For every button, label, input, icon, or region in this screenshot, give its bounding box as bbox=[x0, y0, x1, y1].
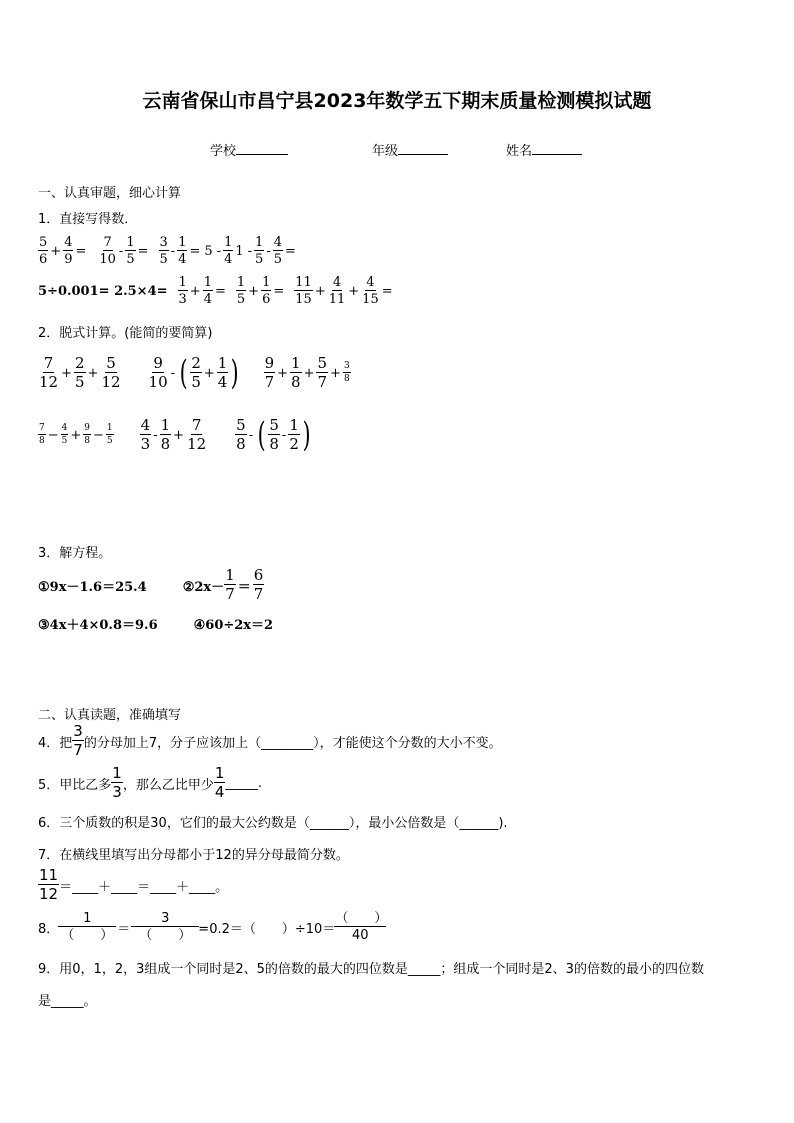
grade-blank[interactable] bbox=[398, 154, 448, 155]
fraction: $\frac{4}{15}$ bbox=[362, 275, 379, 307]
fraction: $\frac{11}{12}$ bbox=[39, 866, 59, 903]
fraction: $\frac{9}{7}$ bbox=[264, 354, 275, 391]
q1-row-1: $\frac{5}{6}$ + $\frac{4}{9}$ = $\frac{7}{10}$ - $\frac{1}{5}$ = $\frac{3}{5}$ - $\frac{1}{4}$ = 5 - $\frac{1}{4}$ 1 - $\frac{1}{5}$ - $\frac{4}{5}$ = bbox=[39, 235, 296, 267]
name-label: 姓名 bbox=[506, 144, 533, 159]
question-7-equation: $\frac{11}{12}$ ＝____＋____＝____＋____。 bbox=[39, 866, 229, 903]
fraction: $\frac{9}{8}$ bbox=[84, 423, 91, 446]
grade-field bbox=[372, 140, 448, 159]
school-label: 学校 bbox=[210, 144, 237, 159]
equation-4: ④60÷2x＝2 bbox=[193, 618, 274, 633]
q2-row-2: $\frac{7}{8}$ − $\frac{4}{5}$ + $\frac{9}{8}$ − $\frac{1}{5}$ $\frac{4}{3}$ - $\frac{1}{8}$ + $\frac{7}{12}$ $\frac{5}{8}$ - ( $\frac{5}{8}$ - $\frac{1}{2}$ ) bbox=[39, 415, 311, 455]
q3-row-1: ①9x－1.6＝25.4 ②2x－ $\frac{1}{7}$ ＝ $\frac{6}{7}$ bbox=[38, 566, 264, 603]
fraction: $\frac{1}{4}$ bbox=[203, 275, 212, 307]
question-8: 8． $\frac{1}{( )}$ ＝ $\frac{3}{( )}$ =0.2＝（ ）÷10＝ $\frac{( )}{40}$ bbox=[38, 911, 388, 943]
question-2-label: 2．脱式计算。(能简的要简算) bbox=[38, 326, 213, 341]
fraction: $\frac{5}{6}$ bbox=[39, 235, 48, 267]
fraction: $\frac{1}{8}$ bbox=[160, 416, 171, 453]
fraction: $\frac{9}{10}$ bbox=[148, 354, 168, 391]
section-1-heading: 一、认真审题，细心计算 bbox=[38, 186, 182, 201]
q3-row-2 bbox=[38, 614, 273, 633]
fraction: $\frac{5}{8}$ bbox=[269, 416, 279, 453]
fraction: $\frac{7}{12}$ bbox=[39, 354, 59, 391]
equation-1: ①9x－1.6＝25.4 bbox=[38, 579, 147, 595]
fraction: $\frac{5}{8}$ bbox=[236, 416, 246, 453]
fraction: $\frac{3}{( )}$ bbox=[132, 912, 198, 942]
fraction: $\frac{1}{5}$ bbox=[106, 423, 113, 446]
fraction: $\frac{4}{5}$ bbox=[61, 423, 68, 446]
fraction: $\frac{1}{3}$ bbox=[112, 764, 122, 801]
fraction: $\frac{11}{15}$ bbox=[295, 275, 312, 307]
question-1-label: 1．直接写得数． bbox=[38, 212, 138, 227]
fraction: $\frac{3}{7}$ bbox=[73, 722, 83, 759]
page-title: 云南省保山市昌宁县2023年数学五下期末质量检测模拟试题 bbox=[142, 90, 652, 112]
grade-label: 年级 bbox=[372, 144, 399, 159]
name-blank[interactable] bbox=[532, 154, 582, 155]
fraction: $\frac{7}{12}$ bbox=[187, 416, 207, 453]
fraction: $\frac{3}{5}$ bbox=[159, 235, 168, 267]
fraction: $\frac{3}{8}$ bbox=[343, 361, 350, 384]
equation-3: ③4x＋4×0.8＝9.6 bbox=[38, 618, 158, 633]
fraction: $\frac{1}{5}$ bbox=[126, 235, 135, 267]
fraction: $\frac{5}{12}$ bbox=[101, 354, 121, 391]
question-7-label: 7．在横线里填写出分母都小于12的异分母最简分数。 bbox=[38, 848, 349, 863]
q2-row-1: $\frac{7}{12}$ + $\frac{2}{5}$ + $\frac{5}{12}$ $\frac{9}{10}$ - ( $\frac{2}{5}$ + $\frac{1}{4}$ ) $\frac{9}{7}$ + $\frac{1}{8}$ + $\frac{5}{7}$ + $\frac{3}{8}$ bbox=[39, 353, 350, 393]
fraction: $\frac{1}{4}$ bbox=[217, 354, 228, 391]
question-9-line-2: 是_____。 bbox=[38, 994, 97, 1009]
question-5: 5．甲比乙多 $\frac{1}{3}$ ，那么乙比甲少 $\frac{1}{4}$ _____. bbox=[38, 764, 263, 801]
fraction: $\frac{( )}{40}$ bbox=[335, 911, 388, 943]
fraction: $\frac{1}{7}$ bbox=[225, 566, 235, 603]
fraction: $\frac{2}{5}$ bbox=[191, 354, 201, 391]
fraction: $\frac{1}{4}$ bbox=[224, 235, 233, 267]
q1-row-2: 5÷0.001= 2.5×4= $\frac{1}{3}$ + $\frac{1}{4}$ = $\frac{1}{5}$ + $\frac{1}{6}$ = $\frac{11}{15}$ + $\frac{4}{11}$ + $\frac{4}{15}$ = bbox=[38, 275, 393, 307]
name-field bbox=[506, 140, 582, 159]
fraction: $\frac{1}{( )}$ bbox=[59, 912, 115, 942]
fraction: $\frac{5}{7}$ bbox=[317, 354, 328, 391]
question-6: 6．三个质数的积是30，它们的最大公约数是（______），最小公倍数是（______). bbox=[38, 816, 508, 831]
question-4: 4．把 $\frac{3}{7}$ 的分母加上7，分子应该加上（________），才能使这个分数的大小不变。 bbox=[38, 722, 502, 759]
fraction: $\frac{7}{10}$ bbox=[99, 235, 116, 267]
fraction: $\frac{4}{11}$ bbox=[328, 275, 346, 307]
q1-row2-text: 5÷0.001= 2.5×4= bbox=[38, 283, 168, 299]
fraction: $\frac{1}{6}$ bbox=[262, 275, 271, 307]
fraction: $\frac{6}{7}$ bbox=[253, 566, 264, 603]
fraction: $\frac{1}{4}$ bbox=[214, 764, 225, 801]
fraction: $\frac{1}{5}$ bbox=[255, 235, 264, 267]
fraction: $\frac{7}{8}$ bbox=[39, 423, 45, 446]
fraction: $\frac{2}{5}$ bbox=[75, 354, 85, 391]
question-9-line-1: 9．用0，1，2，3组成一个同时是2、5的倍数的最大的四位数是_____；组成一个同时是2、3的倍数的最小的四位数 bbox=[38, 962, 704, 977]
section-2-heading: 二、认真读题，准确填写 bbox=[38, 708, 182, 723]
fraction: $\frac{4}{3}$ bbox=[140, 416, 151, 453]
school-blank[interactable] bbox=[236, 154, 288, 155]
fraction: $\frac{1}{5}$ bbox=[236, 275, 246, 307]
fraction: $\frac{1}{8}$ bbox=[291, 354, 301, 391]
fraction: $\frac{4}{9}$ bbox=[64, 235, 73, 267]
school-field bbox=[210, 140, 288, 159]
fraction: $\frac{4}{5}$ bbox=[273, 235, 283, 267]
fraction: $\frac{1}{4}$ bbox=[178, 235, 187, 267]
question-3-label: 3．解方程。 bbox=[38, 546, 112, 561]
equation-2: ②2x－ bbox=[182, 579, 225, 595]
fraction: $\frac{1}{2}$ bbox=[289, 416, 299, 453]
fraction: $\frac{1}{3}$ bbox=[178, 275, 187, 307]
